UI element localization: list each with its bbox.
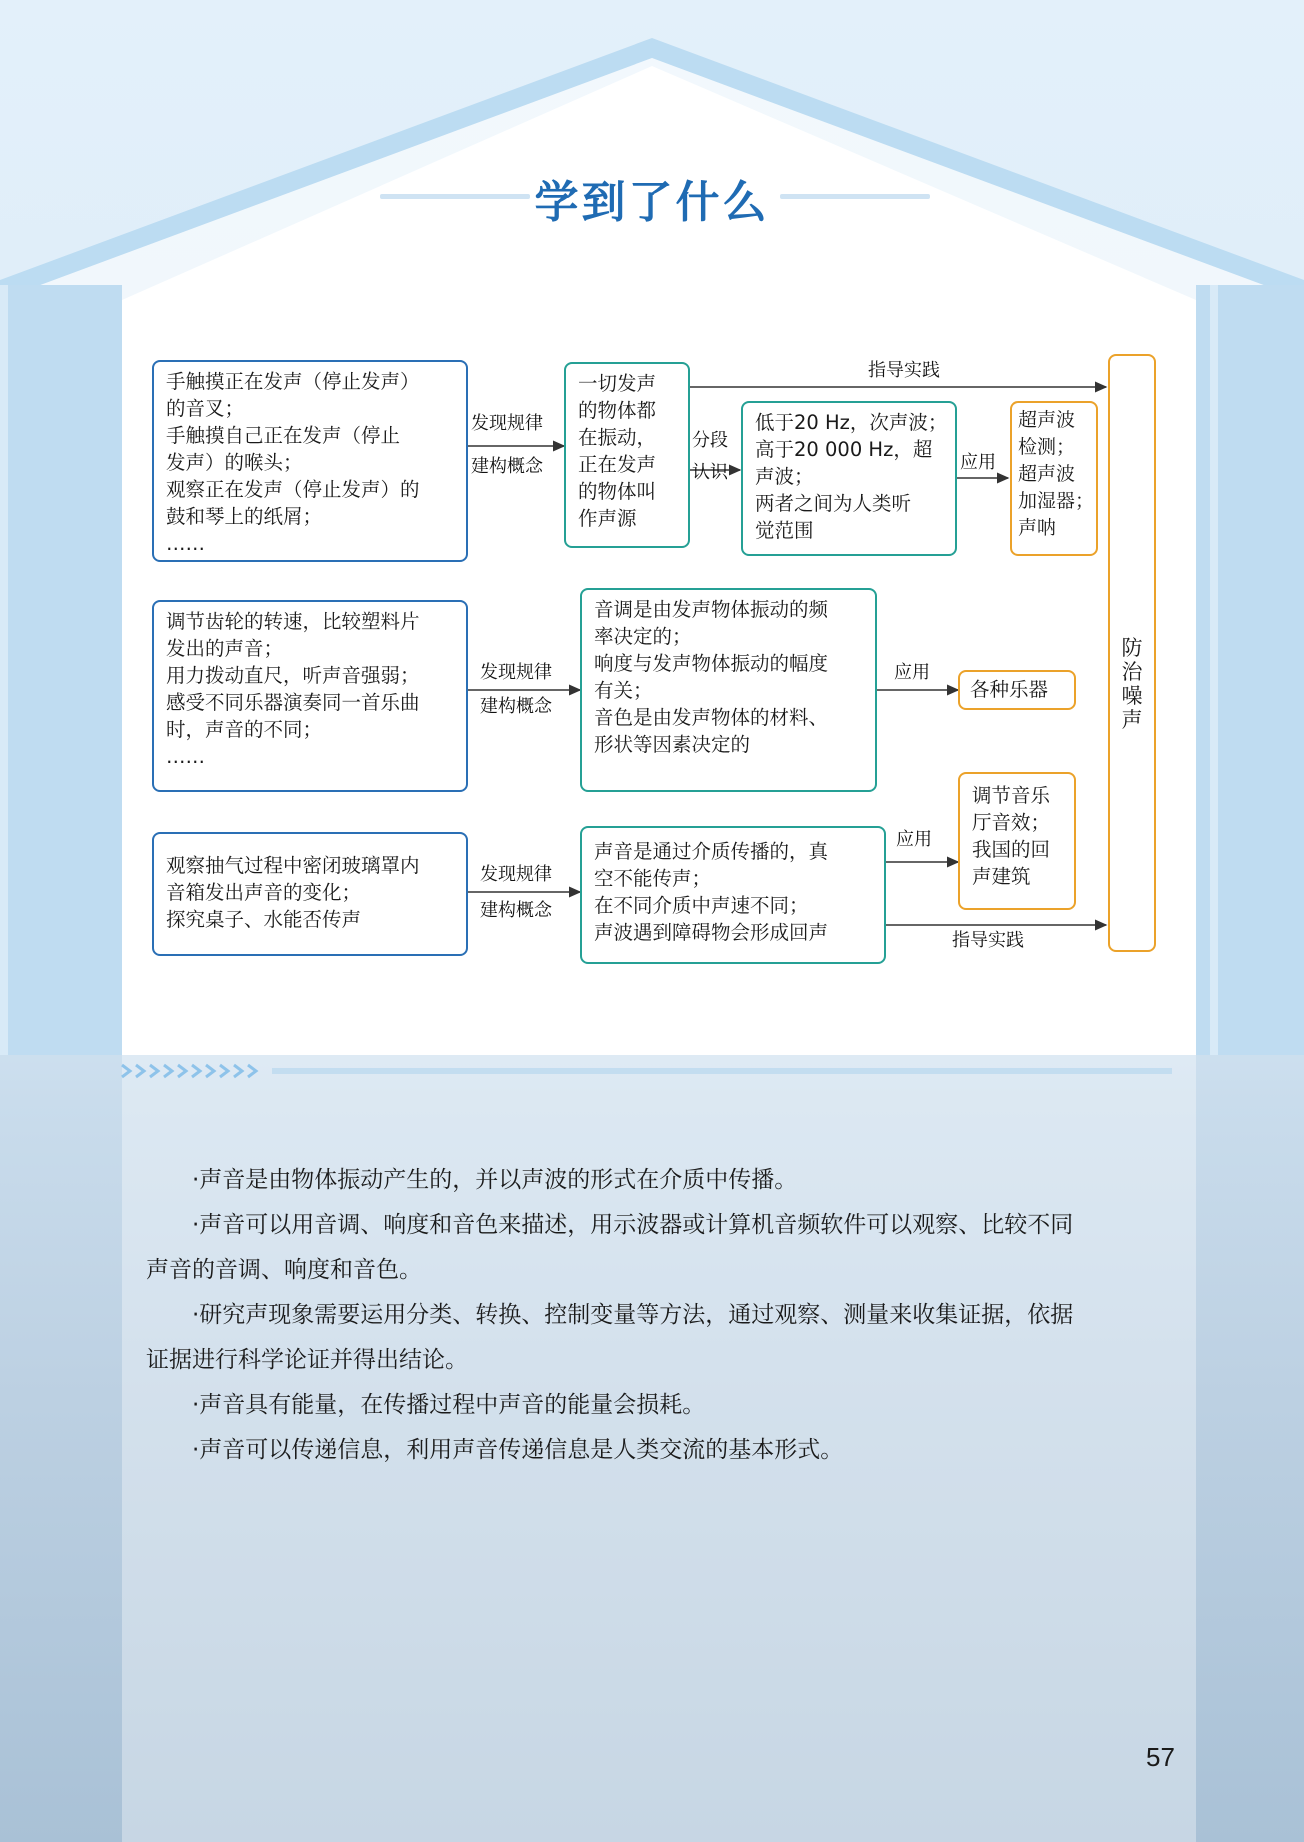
observation-box-propagation [152,832,468,956]
box-line: 检测； [1018,436,1076,458]
box-line: 用力拨动直尺，听声音强弱； [166,664,420,687]
box-line: 两者之间为人类听 [755,492,912,515]
box-line: 超声波 [1018,463,1076,485]
box-line: 形状等因素决定的 [594,733,751,756]
box-line: 厅音效； [972,811,1051,834]
box-line: 观察正在发声（停止发声）的 [166,478,420,501]
box-line: 在不同介质中声速不同； [594,894,809,917]
application-box-ultrasound [1010,401,1098,556]
page-number: 57 [1146,1742,1175,1772]
link-label: 发现规律 [471,413,543,434]
box-line: 音箱发出声音的变化； [166,881,362,904]
box-char: 噪 [1121,684,1143,708]
apply-label: 应用 [894,662,930,683]
box-line: 低于20 Hz，次声波； [755,411,948,434]
box-line: 感受不同乐器演奏同一首乐曲 [166,691,420,714]
box-line: 的物体都 [578,399,657,422]
box-line: 我国的回 [972,838,1051,861]
summary-line: ·声音具有能量，在传播过程中声音的能量会损耗。 [192,1392,706,1418]
box-line: 声呐 [1018,517,1057,539]
concept-box-frequency-range [741,401,957,556]
box-line: 时，声音的不同； [166,718,323,741]
observation-box-vibration [152,360,468,562]
link-label: 发现规律 [480,662,552,683]
box-line: 音调是由发声物体振动的频 [594,598,829,621]
box-line: 空不能传声； [594,867,712,890]
box-line: 手触摸正在发声（停止发声） [166,370,420,393]
box-line: 作声源 [578,507,637,530]
apply-label: 应用 [896,829,932,850]
box-line: 加湿器； [1018,490,1095,512]
link-label: 建构概念 [480,696,552,717]
summary-line: 声音的音调、响度和音色。 [146,1257,422,1283]
box-line: 探究桌子、水能否传声 [166,908,362,931]
box-line: 的物体叫 [578,480,657,503]
box-char: 治 [1121,660,1143,684]
box-line: …… [166,532,205,555]
application-box-instruments [958,670,1076,710]
box-line: 觉范围 [755,519,814,542]
box-line: 声波； [755,465,814,488]
summary-list [146,1158,1170,1473]
box-line: 鼓和琴上的纸屑； [166,505,323,528]
box-line: 超声波 [1018,409,1076,431]
guide-practice-label: 指导实践 [952,930,1024,951]
link-label: 分段 [692,430,728,451]
box-line: 发声）的喉头； [166,451,303,474]
summary-line: 证据进行科学论证并得出结论。 [146,1347,468,1373]
box-line: 高于20 000 Hz，超 [755,438,933,461]
box-line: 一切发声 [578,372,657,395]
box-line: 声建筑 [972,865,1031,888]
link-label: 发现规律 [480,864,552,885]
noise-control-box [1108,354,1156,952]
box-line: 在振动， [578,426,657,449]
box-line: 手触摸自己正在发声（停止 [166,424,401,447]
box-line: 正在发声 [578,453,657,476]
box-line: 观察抽气过程中密闭玻璃罩内 [166,854,420,877]
page-title: 学到了什么 [534,177,770,228]
guide-practice-label: 指导实践 [868,360,940,381]
summary-line: ·研究声现象需要运用分类、转换、控制变量等方法，通过观察、测量来收集证据，依据 [192,1302,1074,1328]
box-line: 音色是由发声物体的材料、 [594,706,829,729]
application-box-echo [958,772,1076,910]
box-line: 声音是通过介质传播的，真 [594,840,829,863]
box-line: 发出的声音； [166,637,284,660]
box-char: 声 [1121,708,1143,732]
concept-box-pitch-loudness-timbre [580,588,877,792]
box-line: 响度与发声物体振动的幅度 [594,652,829,675]
box-line: 调节音乐 [972,784,1051,807]
summary-line: ·声音是由物体振动产生的，并以声波的形式在介质中传播。 [192,1167,798,1193]
box-line: 率决定的； [594,625,692,648]
box-line: 各种乐器 [970,678,1049,701]
apply-label: 应用 [960,452,996,473]
summary-line: ·声音可以用音调、响度和音色来描述，用示波器或计算机音频软件可以观察、比较不同 [192,1212,1074,1238]
box-line: 有关； [594,679,653,702]
box-char: 防 [1121,636,1143,660]
box-line: …… [166,745,205,768]
concept-box-sound-source [564,362,690,548]
link-label: 建构概念 [471,456,543,477]
observation-box-characteristics [152,600,468,792]
link-label: 认识 [692,462,728,483]
box-line: 的音叉； [166,397,245,420]
box-line: 调节齿轮的转速，比较塑料片 [166,610,420,633]
box-line: 声波遇到障碍物会形成回声 [594,921,829,944]
concept-box-sound-medium [580,826,886,964]
summary-line: ·声音可以传递信息，利用声音传递信息是人类交流的基本形式。 [192,1437,844,1463]
link-label: 建构概念 [480,900,552,921]
